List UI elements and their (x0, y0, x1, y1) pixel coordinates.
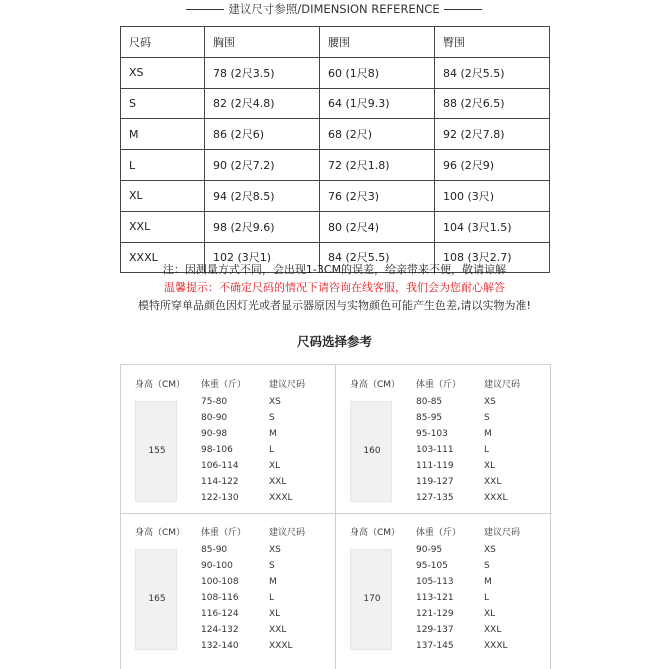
suggested-size: XS (269, 545, 281, 555)
list-item (201, 577, 331, 593)
list-item (416, 493, 546, 509)
weight-range: 95-103 (416, 429, 448, 439)
list-item (416, 445, 546, 461)
size-header: 建议尺码 (269, 528, 306, 538)
cell-chest: 102 (3尺1) (205, 242, 320, 273)
measure-note: 注：因测量方式不同，会出现1-3CM的误差，给亲带来不便，敬请谅解 (162, 263, 507, 276)
list-item (201, 477, 331, 493)
height-header: 身高（CM） (135, 380, 186, 390)
cell-waist: 68 (2尺) (320, 119, 435, 150)
weight-range: 122-130 (201, 493, 239, 503)
column-header-chest: 胸围 (205, 27, 320, 58)
weight-range: 129-137 (416, 625, 454, 635)
weight-range: 80-90 (201, 413, 228, 423)
cell-size: S (121, 88, 205, 119)
cell-size: XS (121, 57, 205, 88)
size-guide-panel (121, 513, 336, 663)
weight-header: 体重（斤） (416, 528, 462, 538)
header-title: 建议尺寸参照/DIMENSION REFERENCE (228, 2, 440, 16)
warm-tip-note: 温馨提示：不确定尺码的情况下请咨询在线客服，我们会为您耐心解答 (164, 281, 505, 294)
cell-chest: 86 (2尺6) (205, 119, 320, 150)
cell-waist: 60 (1尺8) (320, 57, 435, 88)
height-header: 身高（CM） (350, 528, 401, 538)
cell-chest: 78 (2尺3.5) (205, 57, 320, 88)
list-item (201, 461, 331, 477)
weight-range: 119-127 (416, 477, 454, 487)
table-row (121, 57, 550, 88)
list-item (416, 397, 546, 413)
suggested-size: XS (484, 397, 496, 407)
cell-size: XL (121, 180, 205, 211)
weight-range: 100-108 (201, 577, 239, 587)
model-figure (135, 401, 177, 502)
cell-size: XXXL (121, 242, 205, 273)
list-item (201, 593, 331, 609)
weight-range: 105-113 (416, 577, 454, 587)
table-row (121, 150, 550, 181)
model-figure (350, 401, 392, 502)
suggested-size: XXL (484, 477, 502, 487)
list-item (201, 545, 331, 561)
height-header: 身高（CM） (350, 380, 401, 390)
list-item (416, 577, 546, 593)
list-item (416, 477, 546, 493)
weight-range: 98-106 (201, 445, 233, 455)
weight-range: 80-85 (416, 397, 443, 407)
weight-range: 111-119 (416, 461, 454, 471)
cell-chest: 94 (2尺8.5) (205, 180, 320, 211)
list-item (416, 561, 546, 577)
cell-hip: 96 (2尺9) (435, 150, 550, 181)
suggested-size: S (484, 413, 490, 423)
dimension-header (0, 0, 669, 18)
list-item (201, 429, 331, 445)
suggested-size: XXXL (484, 641, 508, 651)
list-item (416, 641, 546, 657)
weight-range: 114-122 (201, 477, 239, 487)
suggested-size: XXXL (484, 493, 508, 503)
suggested-size: M (269, 429, 277, 439)
suggested-size: XL (484, 609, 496, 619)
cell-size: L (121, 150, 205, 181)
table-row (121, 211, 550, 242)
cell-hip: 84 (2尺5.5) (435, 57, 550, 88)
cell-chest: 90 (2尺7.2) (205, 150, 320, 181)
table-row (121, 88, 550, 119)
list-item (201, 397, 331, 413)
suggested-size: XL (484, 461, 496, 471)
list-item (201, 493, 331, 509)
cell-hip: 88 (2尺6.5) (435, 88, 550, 119)
cell-waist: 64 (1尺9.3) (320, 88, 435, 119)
suggested-size: XL (269, 461, 281, 471)
weight-size-list (201, 397, 331, 509)
list-item (201, 625, 331, 641)
weight-range: 103-111 (416, 445, 454, 455)
cell-hip: 108 (3尺2.7) (435, 242, 550, 273)
weight-range: 85-90 (201, 545, 228, 555)
size-guide-title: 尺码选择参考 (296, 334, 372, 349)
suggested-size: XXXL (269, 641, 293, 651)
suggested-size: S (269, 561, 275, 571)
list-item (416, 461, 546, 477)
cell-hip: 100 (3尺) (435, 180, 550, 211)
size-guide-panel (121, 365, 336, 515)
model-figure (350, 549, 392, 650)
weight-range: 116-124 (201, 609, 239, 619)
cell-waist: 76 (2尺3) (320, 180, 435, 211)
weight-size-list (416, 545, 546, 657)
list-item (416, 625, 546, 641)
weight-size-list (201, 545, 331, 657)
suggested-size: L (269, 445, 275, 455)
cell-waist: 72 (2尺1.8) (320, 150, 435, 181)
cell-size: M (121, 119, 205, 150)
suggested-size: XS (269, 397, 281, 407)
list-item (201, 561, 331, 577)
weight-range: 127-135 (416, 493, 454, 503)
suggested-size: L (484, 445, 490, 455)
color-disclaimer: 模特所穿单品颜色因灯光或者显示器原因与实物颜色可能产生色差,请以实物为准! (138, 299, 531, 312)
weight-header: 体重（斤） (416, 380, 462, 390)
weight-range: 85-95 (416, 413, 443, 423)
height-header: 身高（CM） (135, 528, 186, 538)
suggested-size: M (484, 429, 492, 439)
weight-header: 体重（斤） (201, 528, 247, 538)
header-rule-left (186, 9, 224, 10)
cell-hip: 92 (2尺7.8) (435, 119, 550, 150)
weight-range: 75-80 (201, 397, 228, 407)
list-item (201, 445, 331, 461)
weight-range: 95-105 (416, 561, 448, 571)
suggested-size: XXL (484, 625, 502, 635)
header-rule-right (444, 9, 482, 10)
column-header-waist: 腰围 (320, 27, 435, 58)
weight-range: 106-114 (201, 461, 239, 471)
table-header-row (121, 27, 550, 58)
suggested-size: M (484, 577, 492, 587)
weight-header: 体重（斤） (201, 380, 247, 390)
weight-range: 90-98 (201, 429, 228, 439)
column-header-size: 尺码 (121, 27, 205, 58)
cell-hip: 104 (3尺1.5) (435, 211, 550, 242)
table-row (121, 180, 550, 211)
model-figure (135, 549, 177, 650)
list-item (416, 545, 546, 561)
suggested-size: L (269, 593, 275, 603)
list-item (201, 413, 331, 429)
cell-chest: 82 (2尺4.8) (205, 88, 320, 119)
cell-waist: 84 (2尺5.5) (320, 242, 435, 273)
cell-waist: 80 (2尺4) (320, 211, 435, 242)
weight-range: 137-145 (416, 641, 454, 651)
list-item (416, 429, 546, 445)
suggested-size: XXL (269, 625, 287, 635)
height-value: 170 (363, 594, 381, 604)
size-header: 建议尺码 (484, 380, 521, 390)
list-item (201, 609, 331, 625)
dimension-table (120, 26, 550, 273)
size-guide-panel (336, 513, 551, 663)
height-value: 165 (148, 594, 166, 604)
height-value: 160 (363, 446, 381, 456)
suggested-size: M (269, 577, 277, 587)
list-item (416, 413, 546, 429)
weight-range: 90-100 (201, 561, 233, 571)
weight-range: 132-140 (201, 641, 239, 651)
size-guide-panel (336, 365, 551, 515)
table-row (121, 119, 550, 150)
list-item (416, 593, 546, 609)
suggested-size: XXL (269, 477, 287, 487)
suggested-size: S (484, 561, 490, 571)
cell-size: XXL (121, 211, 205, 242)
column-header-hip: 臀围 (435, 27, 550, 58)
suggested-size: XL (269, 609, 281, 619)
suggested-size: S (269, 413, 275, 423)
weight-range: 121-129 (416, 609, 454, 619)
weight-size-list (416, 397, 546, 509)
size-header: 建议尺码 (484, 528, 521, 538)
weight-range: 90-95 (416, 545, 443, 555)
weight-range: 113-121 (416, 593, 454, 603)
cell-chest: 98 (2尺9.6) (205, 211, 320, 242)
size-guide-grid (120, 364, 551, 669)
suggested-size: L (484, 593, 490, 603)
weight-range: 108-116 (201, 593, 239, 603)
suggested-size: XXXL (269, 493, 293, 503)
list-item (416, 609, 546, 625)
height-value: 155 (148, 446, 166, 456)
list-item (201, 641, 331, 657)
suggested-size: XS (484, 545, 496, 555)
weight-range: 124-132 (201, 625, 239, 635)
size-header: 建议尺码 (269, 380, 306, 390)
